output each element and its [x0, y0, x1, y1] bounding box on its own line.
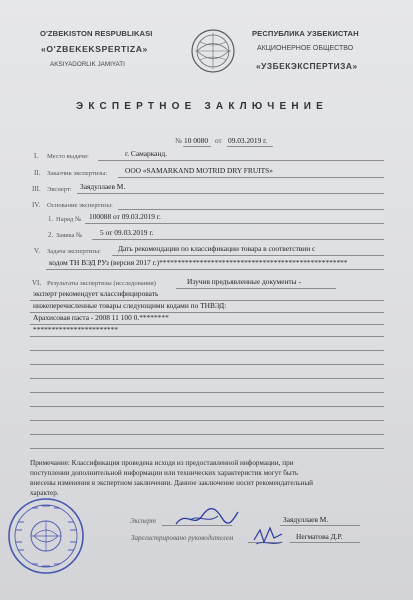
section-6-roman: VI. — [32, 279, 42, 287]
section-4-item1-label: Наряд № — [56, 216, 82, 223]
blank-line — [30, 448, 384, 449]
section-6-value-line4: Арахисовая паста - 2008 11 100 0.******** — [33, 313, 169, 322]
section-6-value-line5: *********************** — [33, 325, 118, 334]
section-4-roman: IV. — [32, 201, 41, 209]
note-line2: поступлении дополнительной информации или технических характеристик могут быть — [30, 469, 299, 477]
note-line4: характер. — [30, 489, 59, 497]
section-2-line — [118, 177, 384, 178]
section-6-line1 — [176, 288, 336, 289]
header-left-line3: AKSIYADORLIK JAMIYATI — [50, 61, 125, 68]
section-5-value-line2: кодом ТН ВЭД РУз (версия 2017 г.)*************************************************** — [49, 258, 348, 267]
expert-name-line — [280, 525, 360, 526]
section-4-line — [118, 209, 384, 210]
blank-line — [30, 406, 384, 407]
section-2-label: Заказчик экспертизы: — [47, 170, 108, 177]
document-number: 10 0080 — [184, 136, 209, 145]
section-4-item2-line — [92, 239, 384, 240]
section-1-line — [98, 160, 384, 161]
section-6-value-line2: эксперт рекомендует классифицировать — [33, 289, 159, 298]
header-right-line2: АКЦИОНЕРНОЕ ОБЩЕСТВО — [257, 45, 354, 52]
date-underline — [227, 146, 273, 147]
round-stamp — [6, 496, 86, 576]
section-5-label: Задача экспертизы: — [47, 248, 101, 255]
header-right-line1: РЕСПУБЛИКА УЗБЕКИСТАН — [252, 29, 359, 38]
note-line3: внесены изменения в экспертном заключении. Данное заключение носит рекомендательный — [30, 479, 314, 487]
section-5-value-line1: Дать рекомендации по классификации товара в соответствии с — [118, 244, 316, 253]
number-underline — [183, 146, 211, 147]
section-4-item1-num: 1. — [48, 215, 54, 223]
blank-line — [30, 392, 384, 393]
section-2-value: ООО «SAMARKAND MOTRID DRY FRUITS» — [125, 166, 273, 175]
section-6-label: Результаты экспертизы (исследования) — [47, 280, 156, 287]
blank-line — [30, 350, 384, 351]
expert-signature — [172, 504, 242, 535]
section-5-line1 — [112, 255, 384, 256]
registered-name-line — [290, 542, 360, 543]
registered-label: Зарегистрировано руководителем — [131, 534, 234, 542]
section-4-item1-line — [85, 223, 384, 224]
header-left-line1: O'ZBEKISTON RESPUBLIKASI — [40, 29, 153, 38]
number-from: от — [215, 137, 222, 145]
section-4-item2-value: 5 от 09.03.2019 г. — [100, 228, 154, 237]
section-3-label: Эксперт: — [47, 186, 72, 193]
section-1-label: Место выдачи: — [47, 153, 89, 160]
section-2-roman: II. — [34, 169, 41, 177]
section-4-item1-value: 100088 от 09.03.2019 г. — [89, 212, 161, 221]
document-title: ЭКСПЕРТНОЕ ЗАКЛЮЧЕНИЕ — [76, 101, 329, 112]
section-3-value: Заядуллаев М. — [80, 182, 126, 191]
section-5-roman: V. — [34, 247, 40, 255]
section-3-roman: III. — [32, 185, 41, 193]
registered-name: Негматова Д.Р. — [296, 532, 343, 541]
section-1-roman: I. — [34, 152, 39, 160]
note-line1: Примечание: Классификация проведена исходя из предоставленной информации, при — [30, 459, 294, 467]
expert-name: Заядуллаев М. — [283, 515, 329, 524]
header-right-line3: «УЗБЕКЭКСПЕРТИЗА» — [256, 61, 358, 71]
blank-line — [30, 378, 384, 379]
section-6-value-line3: нижеперечисленные товары следующими кодами по ТНВЭД: — [33, 301, 227, 310]
section-4-label: Основание экспертизы: — [47, 202, 113, 209]
blank-line — [30, 420, 384, 421]
header-left-line2: «O'ZBEKEKSPERTIZA» — [41, 44, 148, 54]
section-4-item2-num: 2. — [48, 231, 54, 239]
document-date: 09.03.2019 г. — [228, 136, 268, 145]
section-4-item2-label: Заявка № — [56, 232, 83, 239]
section-3-line — [77, 193, 384, 194]
emblem-logo — [190, 28, 236, 74]
expert-signature-label: Эксперт — [130, 517, 156, 525]
section-6-line5 — [30, 336, 384, 337]
section-1-value: г. Самарканд. — [125, 149, 168, 158]
section-6-value-line1: Изучив предъявленные документы - — [187, 277, 301, 286]
number-prefix: № — [175, 137, 182, 145]
blank-line — [30, 434, 384, 435]
registered-signature — [250, 524, 286, 553]
section-5-line2 — [46, 269, 384, 270]
blank-line — [30, 364, 384, 365]
